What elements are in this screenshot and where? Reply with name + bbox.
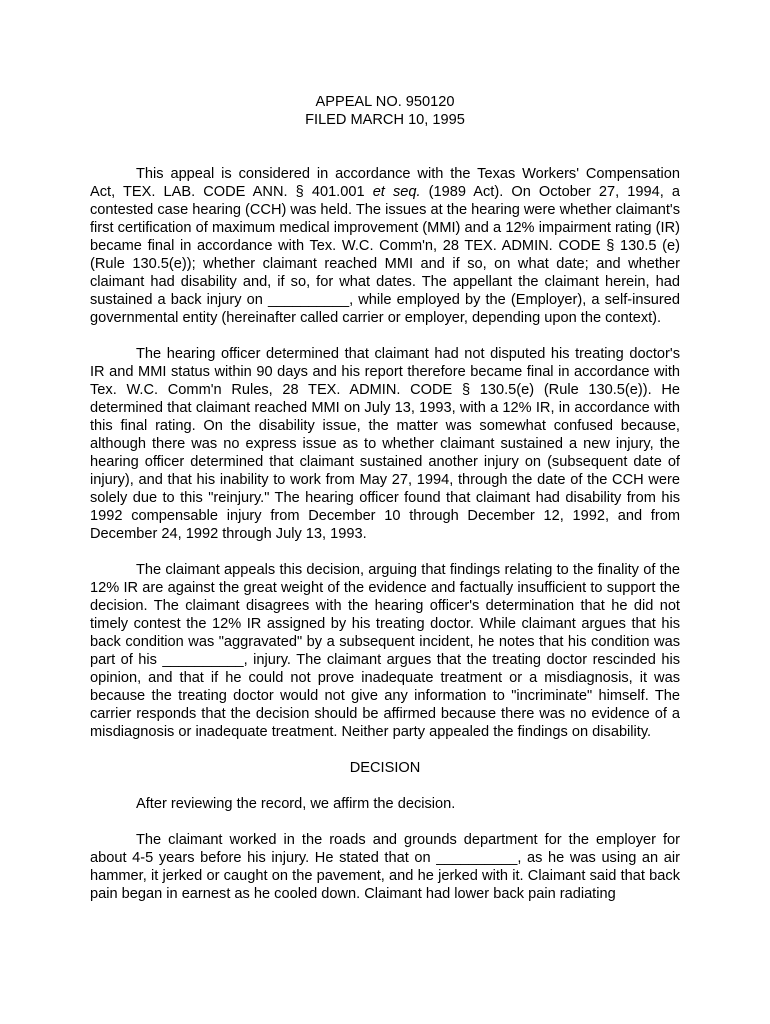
paragraph-claimant-appeal: The claimant appeals this decision, arguing that findings relating to the finality of the 12% IR are against the great weight of the evidence and factually insufficient to support the decision. The claimant disagrees with the hearing officer's determination that he did not timely contest the 12% IR assigned by his treating doctor. While claimant argues that his back condition was "aggravated" by a subsequent incident, he notes that his condition was part of his __________, injury. The claimant argues that the treating doctor rescinded his opinion, and that if he could not prove inadequate treatment or a misdiagnosis, it was because the treating doctor would not give any information to "incriminate" himself. The carrier responds that the decision should be affirmed because there was no evidence of a misdiagnosis or inadequate treatment. Neither party appealed the findings on disability. xyxy=(90,562,680,740)
appeal-number: APPEAL NO. 950120 xyxy=(315,94,455,110)
paragraph-claimant-work-history: The claimant worked in the roads and grounds department for the employer for about 4-5 years before his injury. He stated that on __________, as he was using an air hammer, it jerked or caught on the pavement, and he jerked with it. Claimant said that back pain began in earnest as he cooled down. Claimant had lower back pain radiating xyxy=(90,832,680,902)
paragraph-hearing-officer-determination: The hearing officer determined that claimant had not disputed his treating doctor's IR and MMI status within 90 days and his report therefore became final in accordance with Tex. W.C. Comm'n Rules, 28 TEX. ADMIN. CODE § 130.5(e) (Rule 130.5(e)). He determined that claimant reached MMI on July 13, 1993, with a 12% IR, in accordance with this final rating. On the disability issue, the matter was somewhat confused because, although there was no express issue as to whether claimant sustained a new injury, the hearing officer determined that claimant sustained another injury on (subsequent date of injury), and that his inability to work from May 27, 1994, through the date of the CCH were solely due to this "reinjury." The hearing officer found that claimant had disability from his 1992 compensable injury from December 10 through December 12, 1992, and from December 24, 1992 through July 13, 1993. xyxy=(90,346,680,542)
spacer xyxy=(90,327,680,345)
spacer xyxy=(90,813,680,831)
filed-date: FILED MARCH 10, 1995 xyxy=(305,112,465,128)
section-heading-decision: DECISION xyxy=(349,760,421,776)
paragraph-introduction xyxy=(90,165,680,327)
spacer xyxy=(90,777,680,795)
italic-citation: et seq. xyxy=(372,184,421,200)
paragraph-affirm: After reviewing the record, we affirm the decision. xyxy=(136,796,456,812)
paragraph-text: This appeal is considered in accordance with the Texas Workers' Compensation Act, TEX. LAB. CODE ANN. § 401.001 xyxy=(90,166,680,200)
paragraph-text: (1989 Act). On October 27, 1994, a contested case hearing (CCH) was held. The issues at the hearing were whether claimant's first certification of maximum medical improvement (MMI) and a 12% impairment rating (IR) became final in accordance with Tex. W.C. Comm'n, 28 TEX. ADMIN. CODE § 130.5 (e) (Rule 130.5(e)); whether claimant reached MMI and if so, on what date; and whether claimant had disability and, if so, for what dates. The appellant the claimant herein, had sustained a back injury on __________, while employed by the (Employer), a self-insured governmental entity (hereinafter called carrier or employer, depending upon the context). xyxy=(90,184,680,326)
spacer xyxy=(90,543,680,561)
spacer xyxy=(90,741,680,759)
spacer xyxy=(90,129,680,165)
document-page xyxy=(90,93,680,903)
